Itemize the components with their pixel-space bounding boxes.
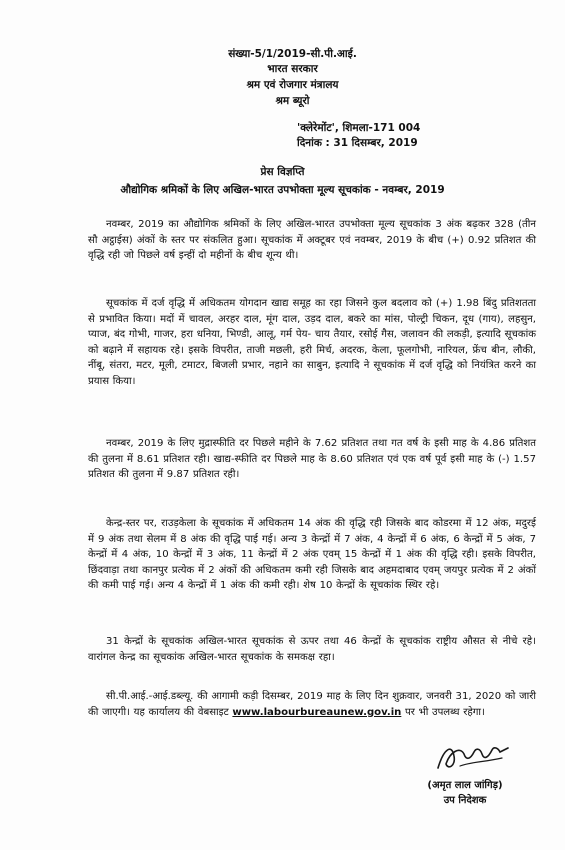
government-name: भारत सरकार	[267, 63, 318, 75]
paragraph-text: सी.पी.आई.-आई.डब्ल्यू. की आगामी कड़ी दिसम्बर, 2019 माह के लिए दिन शुक्रवार, जनवरी 31, 2020 को जारी की जाएगी। यह कार्यालय की वेबसाइट	[88, 691, 536, 718]
paragraph-text: 31 केन्द्रों के सूचकांक अखिल-भारत सूचकांक से ऊपर तथा 46 केन्द्रों के सूचकांक राष्ट्रीय औसत से नीचे रहे। वारांगल केन्द्र का सूचकांक अखिल-भारत सूचकांक के समकक्ष रहा।	[88, 636, 536, 663]
place-address: 'क्लेरेमोंट', शिमला-171 004	[297, 122, 421, 134]
reference-number: संख्या-5/1/2019-सी.पी.आई.	[228, 48, 357, 60]
paragraph-text: सूचकांक में दर्ज वृद्धि में अधिकतम योगदान खाद्य समूह का रहा जिसने कुल बदलाव को (+) 1.98 बिंदु प्रतिशतता से प्रभावित किया। मदों में चावल, अरहर दाल, मूंग दाल, उड़द दाल, बकरे का मांस, पोल्ट्री चिकन, दूध (गाय), लहसुन, प्याज, बंद गोभी, गाजर, हरा धनिया, भिण्डी, आलू, गर्म पेय- चाय तैयार, रसोई गैस, जलावन की लकड़ी, इत्यादि सूचकांक को बढ़ाने में सहायक रहे। इसके विपरीत, ताजी मछली, हरी मिर्च, अदरक, केला, फूलगोभी, नारियल, फ्रेंच बीन, लौकी, नींबू, संतरा, मटर, मूली, टमाटर, बिजली प्रभार, नहाने का साबुन, इत्यादि ने सूचकांक में दर्ज वृद्धि को नियंत्रित करने का प्रयास किया।	[88, 298, 536, 387]
paragraph-centre-level	[88, 516, 536, 594]
paragraph-text: पर भी उपलब्ध रहेगा।	[401, 706, 485, 718]
issue-date: दिनांक : 31 दिसम्बर, 2019	[297, 137, 418, 149]
signatory-name: (अमृत लाल जांगिड़)	[427, 780, 503, 791]
paragraph-next-release	[88, 689, 536, 720]
paragraph-national-average	[88, 634, 536, 665]
paragraph-text: नवम्बर, 2019 के लिए मुद्रास्फीति दर पिछले महीने के 7.62 प्रतिशत तथा गत वर्ष के इसी माह के 4.86 प्रतिशत की तुलना में 8.61 प्रतिशत रही। खाद्य-स्फीति दर पिछले माह के 8.60 प्रतिशत एवं एक वर्ष पूर्व इसी माह के (-) 1.57 प्रतिशत की तुलना में 9.87 प्रतिशत रही।	[88, 438, 536, 481]
bureau-name: श्रम ब्यूरो	[275, 95, 310, 107]
paragraph-inflation	[88, 436, 536, 483]
paragraph-index-summary	[88, 217, 536, 264]
paragraph-contributors	[88, 296, 536, 390]
ministry-name: श्रम एवं रोजगार मंत्रालय	[246, 79, 339, 91]
website-link[interactable]: www.labourbureaunew.gov.in	[232, 706, 402, 718]
signatory-designation: उप निदेशक	[443, 795, 487, 806]
document-heading: औद्योगिक श्रमिकों के लिए अखिल-भारत उपभोक्ता मूल्य सूचकांक - नवम्बर, 2019	[120, 184, 445, 196]
handwritten-signature-icon	[430, 738, 530, 778]
signature	[430, 738, 530, 778]
place-date-block	[297, 121, 497, 151]
paragraph-text: नवम्बर, 2019 का औद्योगिक श्रमिकों के लिए अखिल-भारत उपभोक्ता मूल्य सूचकांक 3 अंक बढ़कर 328 (तीन सौ अट्ठाईस) अंकों के स्तर पर संकलित हुआ। सूचकांक में अक्टूबर एवं नवम्बर, 2019 के बीच (+) 0.92 प्रतिशत की वृद्धि रही जो पिछले वर्ष इन्हीं दो महीनों के बीच शून्य थी।	[88, 219, 536, 262]
press-release-title: प्रेस विज्ञप्ति	[260, 166, 305, 178]
paragraph-text: केन्द्र-स्तर पर, राउड़केला के सूचकांक में अधिकतम 14 अंक की वृद्धि रही जिसके बाद कोडरमा में 12 अंक, मदुरई में 9 अंक तथा सेलम में 8 अंक की वृद्धि पाई गई। अन्य 3 केन्द्रों में 7 अंक, 4 केन्द्रों में 6 अंक, 6 केन्द्रों में 5 अंक, 7 केन्द्रों में 4 अंक, 10 केन्द्रों में 3 अंक, 11 केन्द्रों में 2 अंक एवम् 15 केन्द्रों में 1 अंक की वृद्धि रही। इसके विपरीत, छिंदवाड़ा तथा कानपुर प्रत्येक में 2 अंकों की अधिकतम कमी रही जिसके बाद अहमदाबाद एवम् जयपुर प्रत्येक में 2 अंकों की कमी पाई गई। अन्य 4 केन्द्रों में 1 अंक की कमी रही। शेष 10 केन्द्रों के सूचकांक स्थिर रहे।	[88, 518, 536, 592]
